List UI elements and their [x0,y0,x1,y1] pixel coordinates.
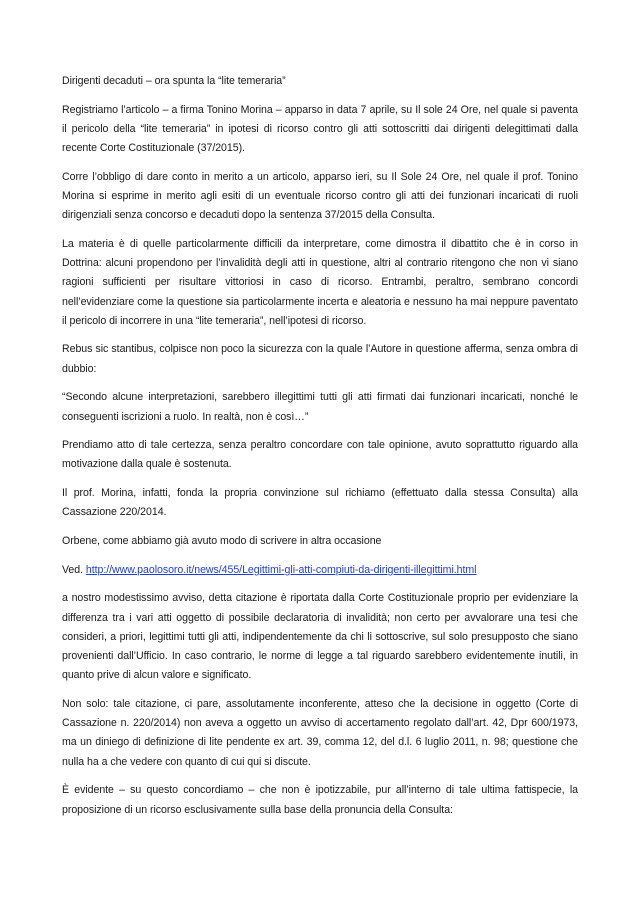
paragraph-3: La materia è di quelle particolarmente difficili da interpretare, come dimostra il dibattito che è in corso in Dottrina: alcuni propendono per l’invalidità degli atti in questione, altri al contrario ritengono che non vi siano ragioni sufficienti per risultare vittoriosi in caso di ricorso. Entrambi, peraltro, sembrano concordi nell’evidenziare come la questione sia particolarmente incerta e aleatoria e nessuno ha mai neppure paventato il pericolo di incorrere in una “lite temeraria”, nell’ipotesi di ricorso. [62,237,578,327]
reference-link[interactable]: http://www.paolosoro.it/news/455/Legittimi-gli-atti-compiuti-da-dirigenti-illegittimi.html [85,563,477,576]
document-title: Dirigenti decaduti – ora spunta la “lite temeraria” [62,75,286,87]
reference-paragraph [62,561,578,580]
document-body [62,72,578,829]
paragraph-6: Prendiamo atto di tale certezza, senza peraltro concordare con tale opinione, avuto soprattutto riguardo alla motivazione dalla quale è sostenuta. [62,439,578,471]
paragraph-1: Registriamo l’articolo – a firma Tonino Morina – apparso in data 7 aprile, su Il sole 24 Ore, nel quale si paventa il pericolo della “lite temeraria” in ipotesi di ricorso contro gli atti sottoscritti dai dirigenti delegittimati dalla recente Corte Costituzionale (37/2015). [62,103,578,155]
paragraph-2: Corre l’obbligo di dare conto in merito a un articolo, apparso ieri, su Il Sole 24 Ore, nel quale il prof. Tonino Morina si esprime in merito agli esiti di un eventuale ricorso contro gli atti dei funzionari incaricati di ruoli dirigenziali senza concorso e decaduti dopo la sentenza 37/2015 della Consulta. [62,170,578,222]
paragraph-10: a nostro modestissimo avviso, detta citazione è riportata dalla Corte Costituzionale proprio per evidenziare la differenza tra i vari atti oggetto di possibile declaratoria di invalidità; non certo per avvalorare una tesi che consideri, a priori, legittimi tutti gli atti, indipendentemente da chi li sottoscrive, sul solo presupposto che siano provenienti dall’Ufficio. In caso contrario, le norme di legge a tal riguardo sarebbero evidentemente inutili, in quanto prive di alcun valore e significato. [62,592,578,682]
paragraph-12: È evidente – su questo concordiamo – che non è ipotizzabile, pur all’interno di tale ultima fattispecie, la proposizione di un ricorso esclusivamente sulla base della pronuncia della Consulta: [62,784,578,816]
reference-prefix: Ved. [62,563,86,576]
paragraph-7: Il prof. Morina, infatti, fonda la propria convinzione sul richiamo (effettuato dalla stessa Consulta) alla Cassazione 220/2014. [62,487,578,519]
paragraph-4: Rebus sic stantibus, colpisce non poco la sicurezza con la quale l’Autore in questione afferma, senza ombra di dubbio: [62,343,578,375]
paragraph-11: Non solo: tale citazione, ci pare, assolutamente inconferente, atteso che la decisione in oggetto (Corte di Cassazione n. 220/2014) non aveva a oggetto un avviso di accertamento regolato dall’art. 42, Dpr 600/1973, ma un diniego di definizione di lite pendente ex art. 39, comma 12, del d.l. 6 luglio 2011, n. 98; questione che nulla ha a che vedere con quanto di cui qui si discute. [62,697,578,768]
quote-paragraph: “Secondo alcune interpretazioni, sarebbero illegittimi tutti gli atti firmati dai funzionari incaricati, nonché le conseguenti iscrizioni a ruolo. In realtà, non è così…” [62,391,578,423]
paragraph-8: Orbene, come abbiamo già avuto modo di scrivere in altra occasione [62,535,382,548]
